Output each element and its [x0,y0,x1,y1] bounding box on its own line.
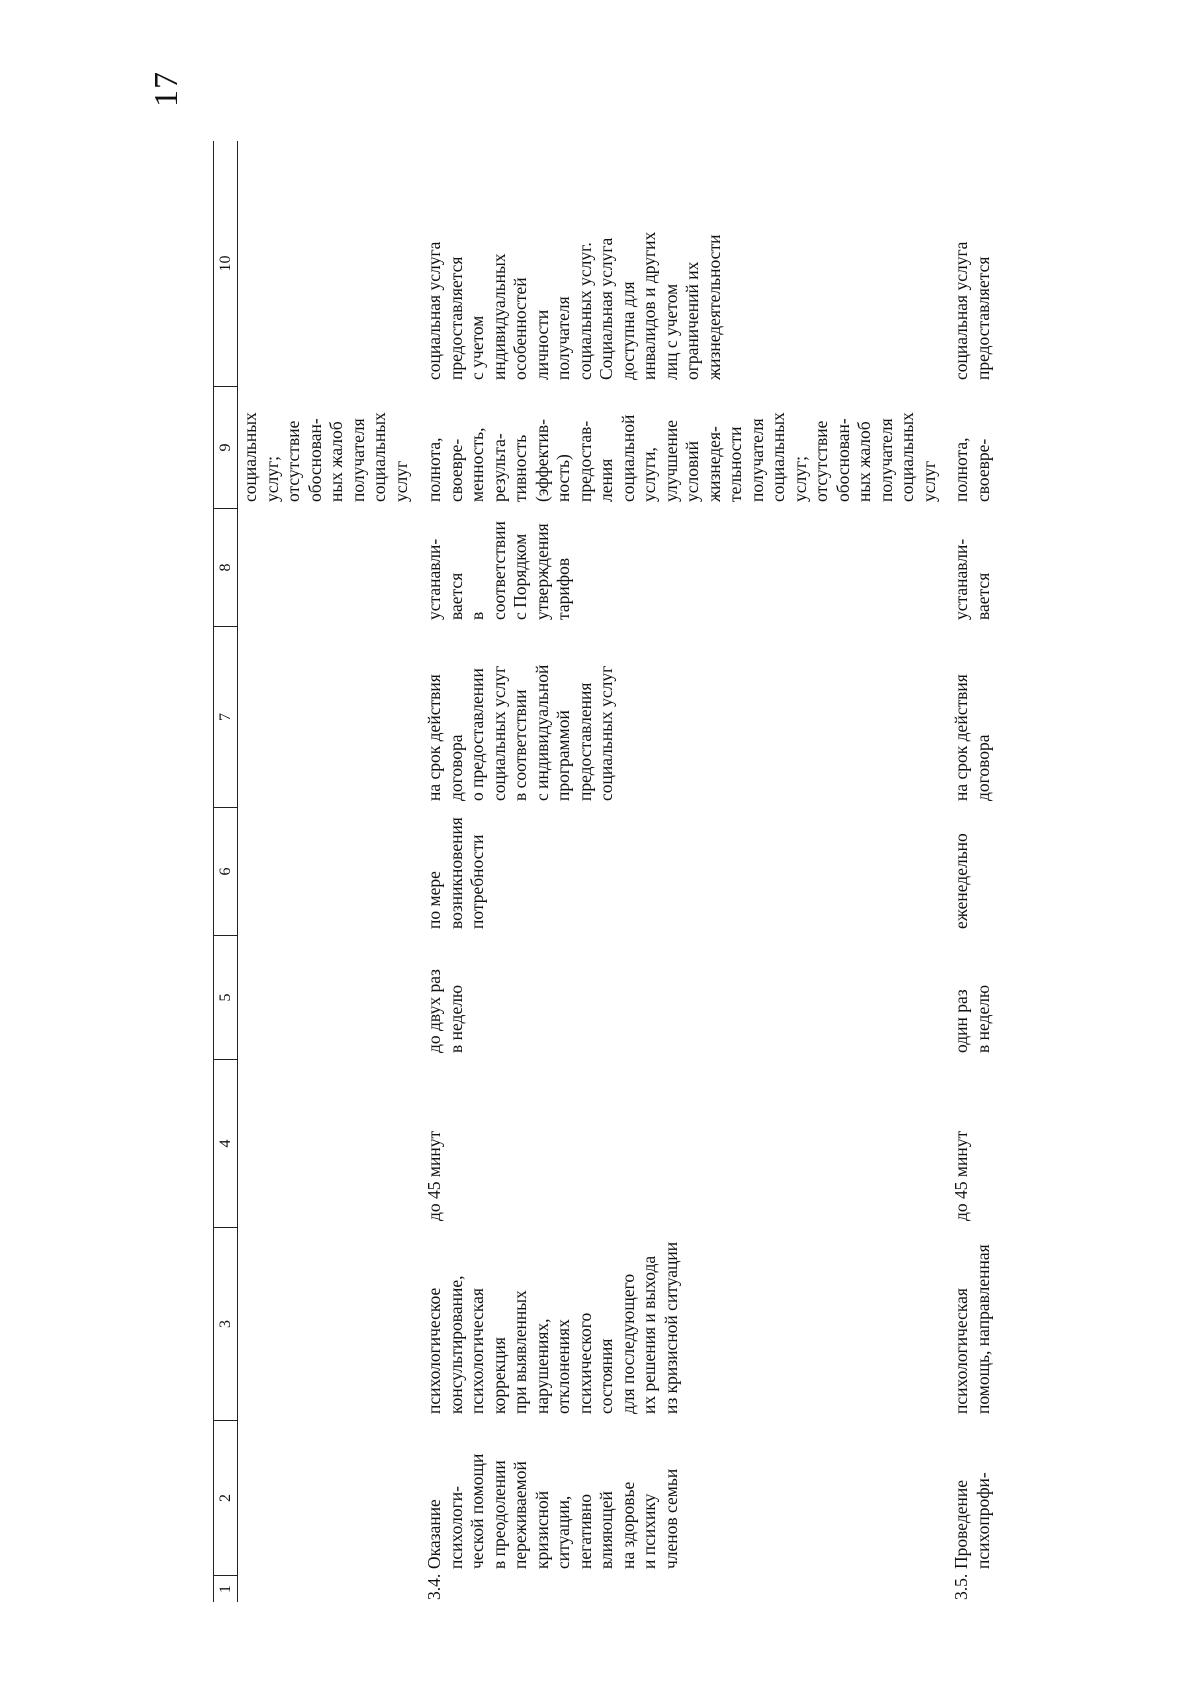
term-cell [951,626,994,807]
text-line: при выявленных [510,1290,530,1414]
text-line: предоставления [574,682,595,801]
text-line: для последующего [617,1273,638,1414]
text-line: социальная услуга [424,241,444,380]
text-line: влияющей [596,1491,616,1569]
text-line: и психику [639,1493,659,1569]
text-line: предоставляется [445,256,466,380]
text-line: услуг [390,460,411,502]
text-line: социальных [240,412,260,502]
text-line: Социальная услуга [596,237,616,380]
text-line: психологическое [424,1287,444,1414]
col-header-7: 7 [214,626,237,807]
periodicity-cell [951,807,994,935]
text-line: менность, [467,427,487,502]
text-line: социальных услуг [596,665,616,801]
text-line: ческой помощи [467,1453,487,1569]
col-header-10: 10 [217,255,234,272]
text-line: ситуации, [553,1495,573,1569]
text-line: с учетом [467,315,487,380]
text-line: помощь, направленная [972,1244,993,1414]
text-line: своевре- [445,438,466,502]
text-line: членов семьи [660,1468,681,1569]
text-line: до 45 минут [424,1130,444,1221]
text-line: жизнедея- [703,426,724,502]
carryover-quality-cell [240,386,412,508]
text-line: консультирование, [445,1275,466,1414]
text-line: отсутствие [283,420,303,502]
text-line: один раз [951,989,971,1053]
text-line: состояния [596,1338,616,1414]
text-line: договора [972,734,993,801]
text-line: социальной [617,414,638,502]
row-number: 3.4. [424,1573,444,1600]
text-line: с Порядком [510,533,530,620]
text-line: полнота, [424,437,444,502]
text-line: ных жалоб [854,421,874,502]
text-line: услуги, [639,447,659,502]
text-line: услуг [918,460,939,502]
text-line: ность) [553,454,573,502]
text-line: доступна для [617,281,638,380]
text-line: социальных [897,412,917,502]
text-line: социальных [369,412,389,502]
table-row [951,141,994,1602]
text-line: социальных услуг. [574,242,595,380]
tariff-cell [951,508,994,626]
text-line: их решения и выхода [639,1255,659,1414]
table-row [424,141,940,1602]
col-header-3: 3 [214,1227,237,1420]
periodicity-cell [424,807,940,935]
text-line: психического [574,1312,595,1414]
text-line: вается [972,572,993,620]
conditions-cell [951,141,994,386]
text-line: программой [553,710,573,801]
text-line: в неделю [972,984,993,1053]
text-line: получателя [553,296,573,380]
text-line: (эффектив- [531,419,552,502]
text-line: возникновения [445,817,466,929]
text-line: обоснован- [304,418,325,502]
service-content-cell [951,1227,994,1420]
text-line: предоставляется [972,256,993,380]
text-line: соответствии [488,521,509,620]
text-line: в неделю [445,984,466,1053]
text-line: получателя [746,418,767,502]
text-line: социальная услуга [951,241,971,380]
text-line: до 45 минут [951,1130,971,1221]
text-line: негативно [574,1493,595,1569]
text-line: условий [682,441,702,502]
duration-cell [951,1059,994,1227]
text-line: предостав- [574,420,595,502]
text-line: Оказание [424,1499,444,1569]
text-line: по мере [424,871,444,929]
text-line: обоснован- [832,418,853,502]
text-line: в преодолении [488,1460,509,1569]
text-line: кризисной [531,1490,552,1569]
text-line: отсутствие [811,420,831,502]
text-line: утверждения [531,523,552,620]
text-line: социальных [768,412,788,502]
text-line: тельности [725,426,745,502]
text-line: лиц с учетом [660,283,681,380]
text-line: в [467,611,487,620]
page-number: 17 [148,71,185,107]
col-header-1: 1 [214,1575,237,1602]
service-content-cell [424,1227,940,1420]
text-line: личности [531,309,552,380]
text-line: получателя [875,418,896,502]
text-line: психологическая [467,1288,487,1414]
term-cell [424,626,940,807]
text-line: нарушениях, [531,1318,552,1414]
text-line: ления [596,458,616,502]
carryover-row [240,141,412,1602]
text-line: особенностей [510,277,530,380]
text-line: на здоровье [617,1481,638,1569]
col-header-2: 2 [214,1420,237,1575]
text-line: на срок действия [951,674,971,801]
col-header-8: 8 [214,508,237,626]
quality-cell [424,386,940,508]
service-name-cell [424,1420,940,1575]
row-number: 3.5. [951,1573,971,1600]
text-line: улучшение [660,419,681,502]
text-line: инвалидов и других [639,231,659,380]
text-line: договора [445,734,466,801]
text-line: Проведение [951,1479,971,1569]
text-line: полнота, [951,437,971,502]
text-line: отклонениях [553,1319,573,1414]
duration-cell [424,1059,940,1227]
service-name-cell [951,1420,994,1575]
conditions-cell [424,141,940,386]
text-line: потребности [467,834,487,929]
col-header-4: 4 [214,1059,237,1227]
text-line: жизнедеятельности [703,234,724,380]
text-line: на срок действия [424,674,444,801]
text-line: индивидуальных [488,253,509,380]
text-line: из кризисной ситуации [660,1241,681,1414]
frequency-cell [424,935,940,1059]
col-header-6: 6 [214,807,237,935]
text-line: ограничений их [682,261,702,380]
text-line: получателя [347,418,368,502]
text-line: устанавли- [424,538,444,620]
quality-cell [951,386,994,508]
text-line: коррекция [488,1337,509,1414]
col-header-9: 9 [214,386,237,508]
text-line: ных жалоб [326,421,346,502]
text-line: психологическая [951,1288,971,1414]
text-line: тарифов [553,557,573,620]
text-line: устанавли- [951,538,971,620]
text-line: результа- [488,433,509,502]
col-header-5: 5 [214,935,237,1059]
text-line: еженедельно [951,833,971,929]
text-line: социальных услуг [488,665,509,801]
text-line: переживаемой [510,1461,530,1569]
column-number-header [213,141,238,1602]
text-line: до двух раз [424,969,444,1053]
text-line: психопрофи- [972,1472,993,1569]
text-line: о предоставлении [467,668,487,801]
text-line: с индивидуальной [531,664,552,801]
text-line: тивность [510,434,530,502]
text-line: психологи- [445,1486,466,1569]
tariff-cell [424,508,940,626]
text-line: вается [445,572,466,620]
text-line: услуг; [789,455,810,502]
text-line: услуг; [261,455,282,502]
text-line: в соответствии [510,689,530,801]
frequency-cell [951,935,994,1059]
text-line: своевре- [972,438,993,502]
